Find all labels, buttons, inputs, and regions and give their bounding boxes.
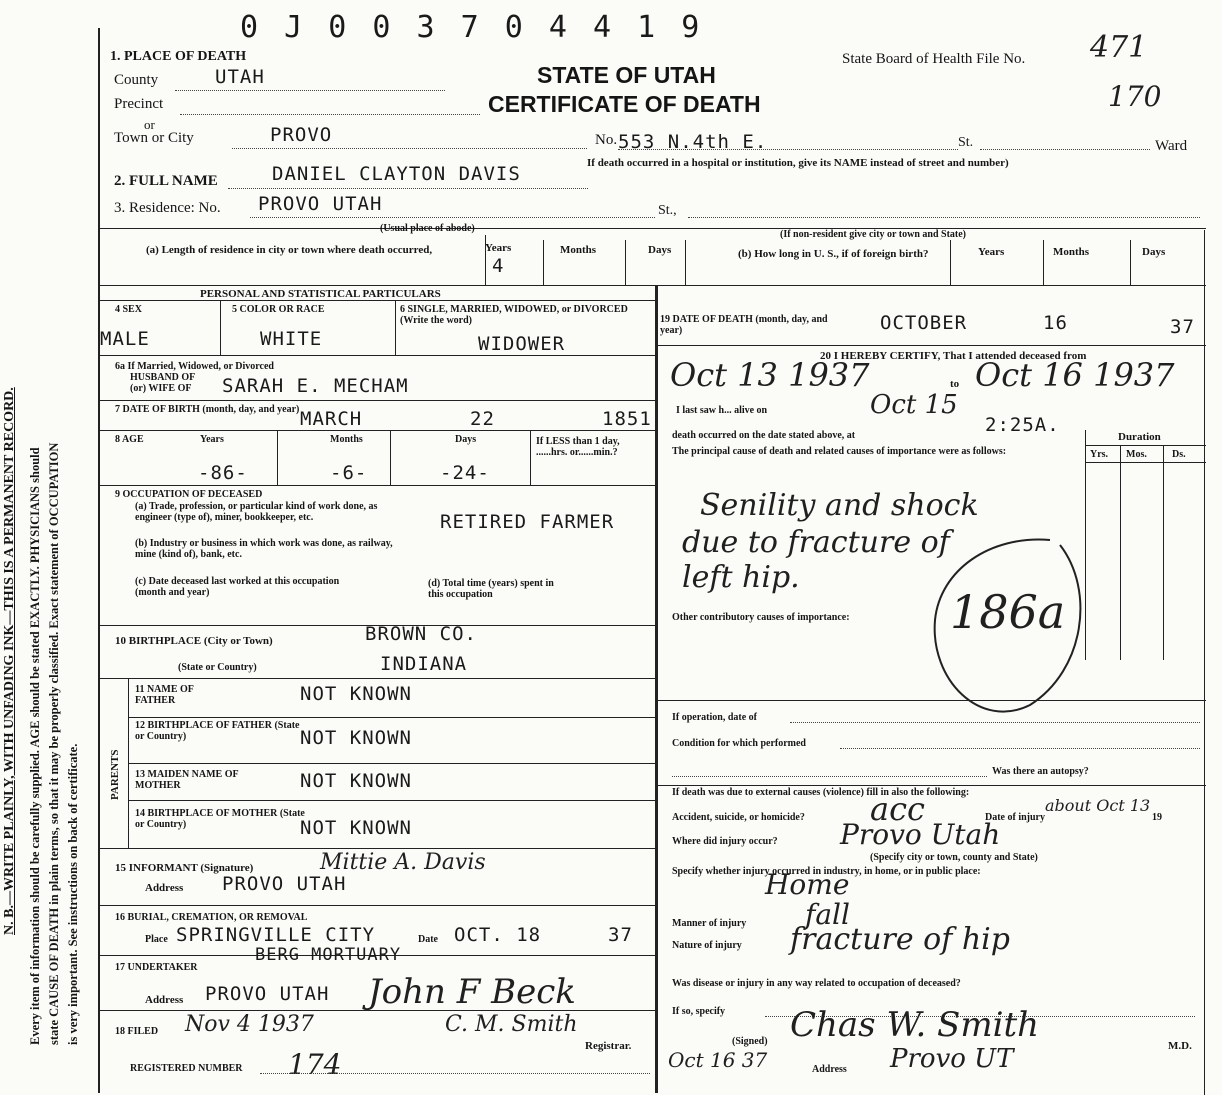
attended-from: Oct 13 1937 — [670, 356, 870, 394]
hospital-note: If death occurred in a hospital or institution, give its NAME instead of street and number) — [587, 157, 1009, 169]
occupation-b-label: (b) Industry or business in which work was done, as railway, mine (kind of), bank, etc. — [135, 538, 393, 560]
informant-address: PROVO UTAH — [222, 873, 347, 895]
last-saw-label: I last saw h... alive on — [676, 405, 768, 416]
town-value: PROVO — [270, 124, 333, 146]
registrar-label: Registrar. — [585, 1040, 632, 1052]
occupation-c-label: (c) Date deceased last worked at this occupation (month and year) — [135, 576, 340, 598]
father-name-label: 11 NAME OF FATHER — [135, 684, 194, 706]
less-than-day-label: If LESS than 1 day, ......hrs. or......min.? — [536, 436, 620, 458]
us-years-label: Years — [978, 246, 1005, 258]
sex-value: MALE — [100, 328, 150, 350]
accident-label: Accident, suicide, or homicide? — [672, 812, 805, 823]
registered-number: 174 — [288, 1048, 342, 1081]
death-day: 16 — [1043, 312, 1068, 334]
injury-date: about Oct 13 — [1045, 796, 1151, 815]
signed-label: (Signed) — [732, 1036, 768, 1047]
undertaker-signature: John F Beck — [368, 972, 576, 1012]
nature-value: fracture of hip — [790, 922, 1010, 957]
informant-address-label: Address — [145, 882, 184, 894]
undertaker-address-label: Address — [145, 994, 184, 1006]
mother-birthplace-value: NOT KNOWN — [300, 817, 412, 839]
accident-value: acc — [870, 790, 925, 828]
full-name-label: 2. FULL NAME — [114, 173, 218, 189]
residence-years-value: 4 — [492, 255, 505, 277]
margin-instructions-3: is very important. See instructions on back of certificate. — [66, 743, 80, 1045]
duration-mos-label: Mos. — [1126, 449, 1147, 460]
informant-signature: Mittie A. Davis — [320, 850, 486, 875]
abode-note: (Usual place of abode) — [380, 223, 475, 234]
father-birthplace-label: 12 BIRTHPLACE OF FATHER (State or Country) — [135, 720, 300, 742]
attended-to: Oct 16 1937 — [975, 356, 1175, 394]
margin-instructions-2: state CAUSE OF DEATH in plain terms, so that it may be properly classified. Exact statement of OCCUPATION — [47, 442, 61, 1045]
birthplace-city: BROWN CO. — [365, 623, 477, 645]
occupation-d-label: (d) Total time (years) spent in this occupation — [428, 578, 554, 600]
specify-place-label: Specify whether injury occurred in industry, in home, or in public place: — [672, 866, 981, 877]
file-no-value: 471 — [1090, 30, 1148, 65]
race-value: WHITE — [260, 328, 323, 350]
age-months-label: Months — [330, 434, 363, 445]
sex-label: 4 SEX — [115, 304, 142, 315]
where-injury-label: Where did injury occur? — [672, 836, 778, 847]
county-value: UTAH — [215, 66, 265, 88]
margin-notice: N. B.—WRITE PLAINLY, WITH UNFADING INK—THIS IS A PERMANENT RECORD. — [2, 387, 17, 935]
residence-months-label: Months — [560, 244, 597, 256]
document-title: CERTIFICATE OF DEATH — [488, 91, 761, 117]
spouse-label-3: (or) WIFE OF — [130, 383, 192, 394]
state-title: STATE OF UTAH — [537, 62, 716, 88]
street-label: St. — [958, 135, 974, 150]
cause-line-2: due to fracture of — [682, 525, 950, 560]
personal-header: PERSONAL AND STATISTICAL PARTICULARS — [200, 288, 441, 300]
filed-date: Nov 4 1937 — [185, 1012, 314, 1037]
cause-line-3: left hip. — [682, 560, 800, 595]
marital-label: 6 SINGLE, MARRIED, WIDOWED, or DIVORCED (Write the word) — [400, 304, 628, 326]
nonresident-note: (If non-resident give city or town and State) — [780, 229, 967, 240]
mother-name-label: 13 MAIDEN NAME OF MOTHER — [135, 769, 239, 791]
residence-value: PROVO UTAH — [258, 193, 383, 215]
injury-place-value: Home — [765, 868, 850, 901]
physician-address: Provo UT — [890, 1044, 1014, 1074]
file-no-sub: 170 — [1108, 80, 1162, 113]
birthplace-state: INDIANA — [380, 653, 468, 675]
dob-label: 7 DATE OF BIRTH (month, day, and year) — [115, 404, 300, 415]
age-years-label: Years — [200, 434, 224, 445]
physician-address-label: Address — [812, 1064, 847, 1075]
residence-years-label: Years — [485, 242, 512, 254]
file-no-label: State Board of Health File No. — [842, 51, 1026, 67]
certify-label: 20 I HEREBY CERTIFY, That I attended deceased from — [820, 350, 1087, 362]
burial-year: 37 — [608, 924, 633, 946]
county-label: County — [114, 72, 159, 88]
residence-label: 3. Residence: No. — [114, 200, 221, 216]
parents-side-label: PARENTS — [109, 749, 121, 800]
injury-year-label: 19 — [1152, 812, 1162, 823]
father-name-value: NOT KNOWN — [300, 683, 412, 705]
age-days-label: Days — [455, 434, 477, 445]
manner-value: fall — [805, 898, 850, 931]
cause-line-1: Senility and shock — [700, 488, 979, 523]
residence-st-label: St., — [658, 203, 677, 218]
mother-name-value: NOT KNOWN — [300, 770, 412, 792]
residence-length-label: (a) Length of residence in city or town where death occurred, — [146, 244, 433, 256]
registered-number-label: REGISTERED NUMBER — [130, 1063, 243, 1074]
death-year: 37 — [1170, 316, 1195, 338]
injury-date-label: Date of injury — [985, 812, 1045, 823]
dob-year: 1851 — [602, 408, 652, 430]
where-injury-value: Provo Utah — [840, 818, 1001, 851]
age-days-value: -24- — [440, 462, 490, 484]
age-years-value: -86- — [198, 462, 248, 484]
attended-to-label: to — [950, 378, 960, 390]
cause-code: 186a — [950, 585, 1066, 639]
birthplace-label: 10 BIRTHPLACE (City or Town) — [115, 635, 273, 647]
external-causes-label: If death was due to external causes (violence) fill in also the following: — [672, 787, 970, 798]
physician-signature: Chas W. Smith — [790, 1005, 1040, 1045]
dob-month: MARCH — [300, 408, 363, 430]
us-residence-label: (b) How long in U. S., if of foreign birth? — [738, 248, 929, 260]
condition-label: Condition for which performed — [672, 738, 806, 749]
duration-yrs-label: Yrs. — [1090, 449, 1109, 460]
autopsy-label: Was there an autopsy? — [992, 766, 1089, 777]
contributory-label: Other contributory causes of importance: — [672, 612, 850, 623]
last-saw-date: Oct 15 — [870, 390, 958, 420]
undertaker-address: PROVO UTAH — [205, 983, 330, 1005]
cause-code-circle — [910, 520, 1100, 720]
race-label: 5 COLOR OR RACE — [232, 304, 325, 315]
specify-city-label: (Specify city or town, county and State) — [870, 852, 1038, 863]
duration-ds-label: Ds. — [1172, 449, 1186, 460]
precinct-label: Precinct — [114, 96, 164, 112]
undertaker-label: 17 UNDERTAKER — [115, 962, 198, 973]
informant-label: 15 INFORMANT (Signature) — [115, 862, 254, 874]
nature-label: Nature of injury — [672, 940, 742, 951]
street-no-label: No. — [595, 132, 618, 148]
spouse-label-2: HUSBAND OF — [130, 372, 196, 383]
burial-place: SPRINGVILLE CITY — [176, 924, 376, 946]
death-time: 2:25A. — [985, 414, 1060, 436]
place-of-death-label: 1. PLACE OF DEATH — [110, 49, 247, 64]
dob-day: 22 — [470, 408, 495, 430]
undertaker-name: BERG MORTUARY — [255, 945, 402, 965]
birthplace-state-label: (State or Country) — [178, 662, 257, 673]
filed-label: 18 FILED — [115, 1026, 159, 1037]
burial-place-label: Place — [145, 934, 168, 945]
or-label: or — [144, 117, 155, 132]
if-so-label: If so, specify — [672, 1006, 726, 1017]
burial-date: OCT. 18 — [454, 924, 542, 946]
margin-instructions-1: Every item of information should be carefully supplied. AGE should be stated EXACTLY. PHYSICIANS should — [28, 447, 42, 1045]
operation-label: If operation, date of — [672, 712, 757, 723]
death-occurred-label: death occurred on the date stated above, at — [672, 430, 856, 441]
occupation-related-label: Was disease or injury in any way related to occupation of deceased? — [672, 978, 961, 989]
residence-days-label: Days — [648, 244, 672, 256]
md-label: M.D. — [1168, 1040, 1192, 1052]
marital-value: WIDOWER — [478, 333, 566, 355]
cause-label: The principal cause of death and related causes of importance were as follows: — [672, 446, 1007, 457]
burial-label: 16 BURIAL, CREMATION, OR REMOVAL — [115, 912, 308, 923]
age-label: 8 AGE — [115, 434, 144, 445]
street-no-value: 553 N.4th E. — [618, 131, 768, 153]
father-birthplace-value: NOT KNOWN — [300, 727, 412, 749]
duration-label: Duration — [1118, 431, 1161, 443]
date-of-death-label: 19 DATE OF DEATH (month, day, and year) — [660, 314, 828, 336]
full-name-value: DANIEL CLAYTON DAVIS — [272, 163, 521, 185]
manner-label: Manner of injury — [672, 918, 747, 929]
certificate-number: 0 J 0 0 3 7 0 4 4 1 9 — [240, 10, 704, 45]
age-months-value: -6- — [330, 462, 368, 484]
spouse-value: SARAH E. MECHAM — [222, 375, 409, 397]
occupation-label: 9 OCCUPATION OF DECEASED — [115, 489, 263, 500]
signed-date: Oct 16 37 — [668, 1048, 768, 1072]
town-label: Town or City — [114, 130, 194, 146]
mother-birthplace-label: 14 BIRTHPLACE OF MOTHER (State or Country) — [135, 808, 305, 830]
death-month: OCTOBER — [880, 312, 968, 334]
us-months-label: Months — [1053, 246, 1090, 258]
occupation-value: RETIRED FARMER — [440, 511, 615, 533]
ward-label: Ward — [1155, 138, 1188, 154]
us-days-label: Days — [1142, 246, 1166, 258]
registrar-signature: C. M. Smith — [445, 1012, 578, 1037]
burial-date-label: Date — [418, 934, 438, 945]
spouse-label-1: 6a If Married, Widowed, or Divorced — [115, 361, 274, 372]
occupation-a-label: (a) Trade, profession, or particular kind of work done, as engineer (type of), miner, bookkeeper, etc. — [135, 501, 378, 523]
